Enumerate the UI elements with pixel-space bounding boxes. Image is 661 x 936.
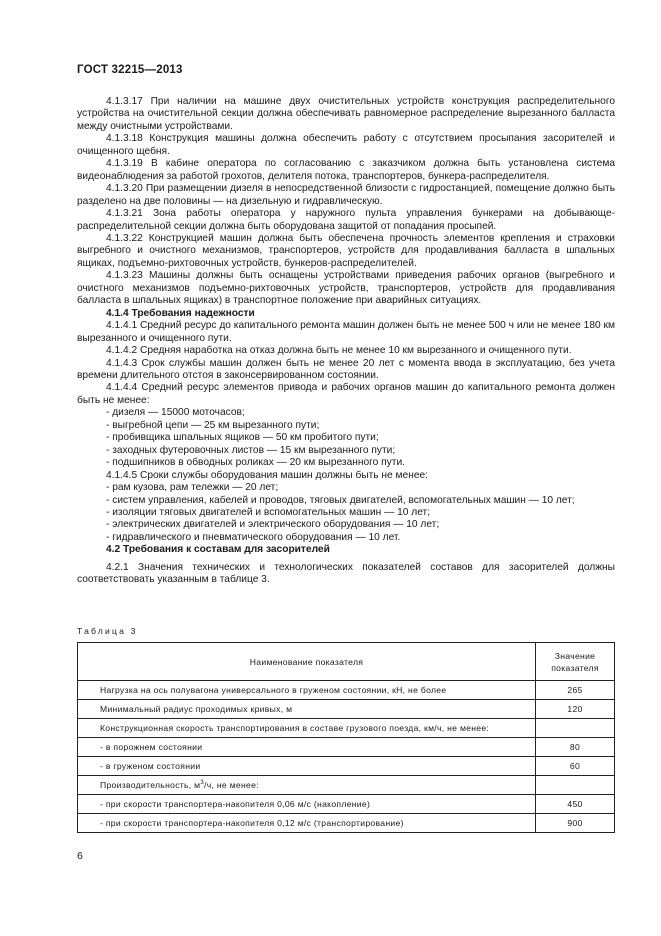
table-cell-value: 265 [536,681,615,700]
column-header-value: Значение показателя [536,643,615,681]
clause-4-1-3-22: 4.1.3.22 Конструкцией машин должна быть обеспечена прочность элементов крепления и страховки выгребного и очистного механизмов, транспортеров, устройств для продавливания балласта в шпальных ящиках, подъемно-рихтовочных устройств, бункеров-распределителей. [77,232,615,269]
clause-4-1-3-23: 4.1.3.23 Машины должны быть оснащены устройствами приведения рабочих органов (выгребного и очистного механизмов подъемно-рихтовочных устройств, транспортеров, устройств для продавливания балласта в шпальных ящиках) в транспортное положение при аварийных ситуациях. [77,270,615,307]
list-item: - систем управления, кабелей и проводов, тяговых двигателей, вспомогательных машин — 10 лет; [106,494,575,506]
list-item: - подшипников в обводных роликах — 20 км вырезанного пути. [106,457,405,469]
clause-4-1-3-19: 4.1.3.19 В кабине оператора по согласованию с заказчиком должна быть установлена система видеонаблюдения за работой грохотов, делителя потока, транспортеров, бункера-распределителя. [77,158,615,182]
section-heading-4-2: 4.2 Требования к составам для засорителей [106,544,330,556]
table-cell-name: Нагрузка на ось полувагона универсального в груженом состоянии, кН, не более [78,681,536,700]
page-number: 6 [77,850,83,862]
list-item: - выгребной цепи — 25 км вырезанного пути; [106,419,320,431]
table-row [78,700,615,719]
list-item: - заходных футеровочных листов — 15 км вырезанного пути; [106,444,396,456]
clause-4-2-1: 4.2.1 Значения технических и технологических показателей составов для засорителей должны соответствовать указанным в таблице 3. [77,561,615,586]
body-text [77,96,615,587]
table-row [78,681,615,700]
list-item: - электрических двигателей и электрического оборудования — 10 лет; [106,519,440,531]
table-cell-name: - при скорости транспортера-накопителя 0,06 м/с (накопление) [78,795,536,814]
table-row [78,738,615,757]
table-cell-name: - в порожнем состоянии [78,738,536,757]
list-item: - гидравлического и пневматического оборудования — 10 лет. [106,531,401,543]
table-header-row [78,643,615,681]
list-item: - дизеля — 15000 моточасов; [106,407,245,419]
list-item: - рам кузова, рам тележки — 20 лет; [106,482,279,494]
table-3 [77,642,615,833]
clause-4-1-4-1: 4.1.4.1 Средний ресурс до капитального ремонта машин должен быть не менее 500 ч или не менее 180 км вырезанного и очищенного пути. [77,320,615,344]
clause-4-1-4-3: 4.1.4.3 Срок службы машин должен быть не менее 20 лет с момента ввода в эксплуатацию, без учета времени длительного отстоя в законсервированном состоянии. [77,357,615,381]
clause-4-1-3-21: 4.1.3.21 Зона работы оператора у наружного пульта управления бункерами на добывающе-распределительной секции должна быть оборудована защитой от попадания просыпей. [77,208,615,232]
clause-4-1-3-20: 4.1.3.20 При размещении дизеля в непосредственной близости с гидростанцией, помещение должно быть разделено на две половины — на дизельную и гидравлическую. [77,183,615,207]
table-cell-value: 900 [536,814,615,833]
table-cell-name [78,776,536,795]
table-cell-name: Минимальный радиус проходимых кривых, м [78,700,536,719]
table-row [78,814,615,833]
table-row [78,795,615,814]
table-cell-value [536,776,615,795]
clause-4-1-4-5: 4.1.4.5 Сроки службы оборудования машин должны быть не менее: [106,469,428,481]
table-row [78,757,615,776]
table-row [78,719,615,738]
table-row [78,776,615,795]
table-cell-value: 80 [536,738,615,757]
table-cell-value: 450 [536,795,615,814]
table-cell-value: 60 [536,757,615,776]
table-caption: Таблица 3 [77,626,138,636]
table-cell-name: - при скорости транспортера-накопителя 0,12 м/с (транспортирование) [78,814,536,833]
table-cell-name: - в груженом состоянии [78,757,536,776]
list-item: - пробивщика шпальных ящиков — 50 км пробитого пути; [106,432,379,444]
clause-4-1-4-4: 4.1.4.4 Средний ресурс элементов привода и рабочих органов машин до капитального ремонта должен быть не менее: [77,382,615,406]
list-item: - изоляции тяговых двигателей и вспомогательных машин — 10 лет; [106,506,431,518]
clause-4-1-3-18: 4.1.3.18 Конструкция машины должна обеспечить работу с отсутствием просыпания засорителей и очищенного щебня. [77,133,615,157]
productivity-label: Производительность, м [100,780,201,790]
cubic-superscript: 3 [200,780,205,787]
table-cell-name: Конструкционная скорость транспортирования в составе грузового поезда, км/ч, не менее: [78,719,536,738]
productivity-unit: /ч, не менее: [204,780,259,790]
clause-4-1-3-17: 4.1.3.17 При наличии на машине двух очистительных устройств конструкция распределительного устройства на очистительной секции должна обеспечивать равномерное распределение вырезанного балласта между очистными устройствами. [77,96,615,132]
column-header-name: Наименование показателя [78,643,536,681]
document-header: ГОСТ 32215—2013 [77,64,183,76]
section-heading-4-1-4: 4.1.4 Требования надежности [106,307,255,319]
table-cell-value: 120 [536,700,615,719]
table-cell-value [536,719,615,738]
clause-4-1-4-2: 4.1.4.2 Средняя наработка на отказ должна быть не менее 10 км вырезанного и очищенного пути. [106,345,572,357]
